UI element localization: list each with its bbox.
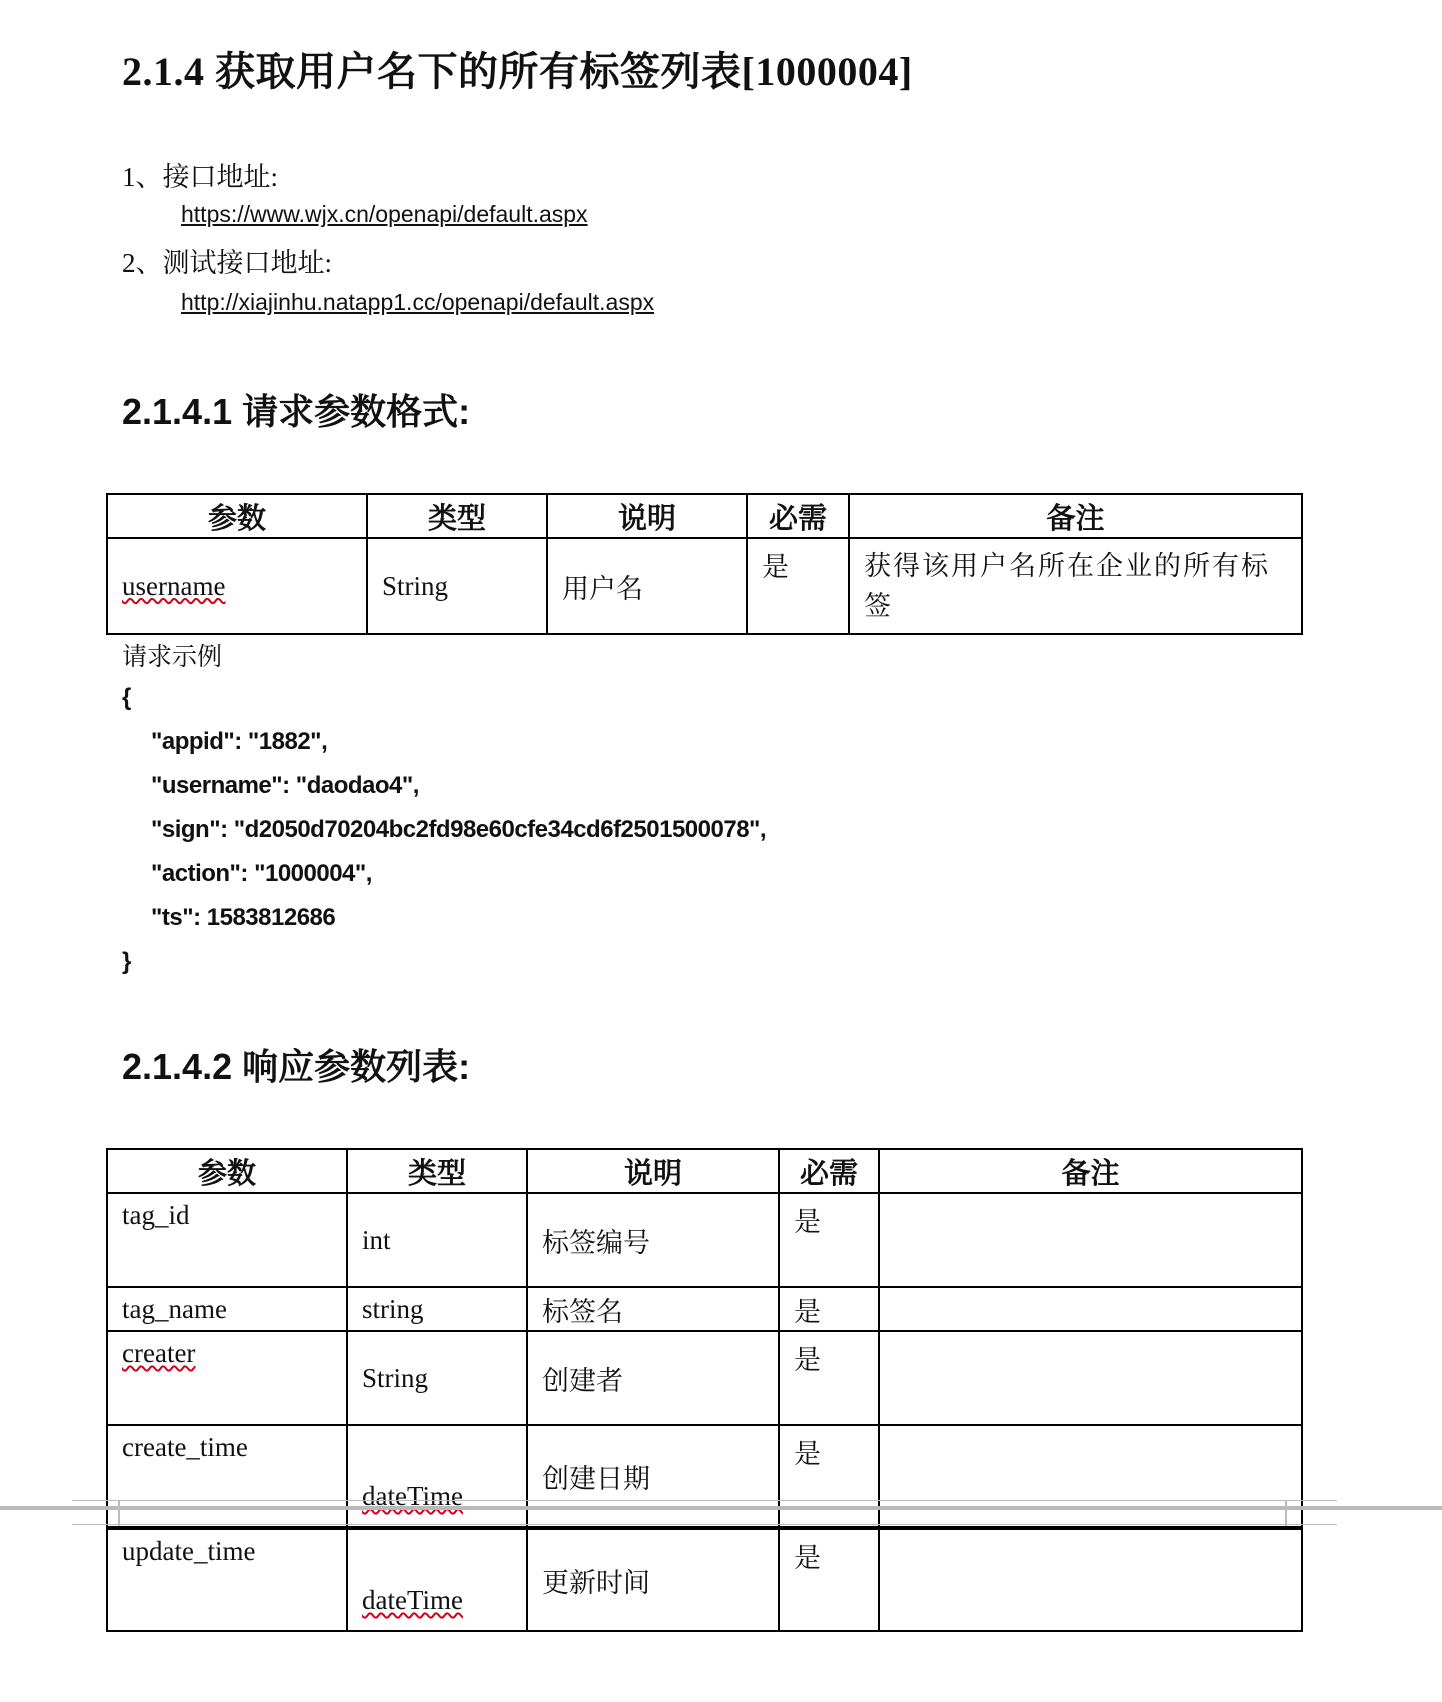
required-cell: 是: [779, 1193, 879, 1287]
table-row: [107, 1529, 1302, 1631]
param-cell: [107, 538, 367, 634]
type-cell: [347, 1529, 527, 1631]
request-params-table: [106, 493, 1303, 635]
request-table-header-row: [107, 494, 1302, 538]
desc-cell: 更新时间: [527, 1529, 779, 1631]
response-params-table: [106, 1148, 1303, 1528]
param-cell: tag_id: [107, 1193, 347, 1287]
note-cell: [879, 1331, 1302, 1425]
note-cell: [879, 1529, 1302, 1631]
param-cell: [107, 1331, 347, 1425]
param-cell: create_time: [107, 1425, 347, 1527]
type-cell: String: [347, 1331, 527, 1425]
table-row: [107, 538, 1302, 634]
page-break: [0, 1506, 1442, 1510]
table-row: [107, 1193, 1302, 1287]
desc-cell: 标签编号: [527, 1193, 779, 1287]
param-cell: update_time: [107, 1529, 347, 1631]
code-line: "username": "daodao4",: [151, 772, 419, 799]
code-line: "ts": 1583812686: [151, 904, 336, 931]
header-note: 备注: [879, 1149, 1302, 1193]
type-value: dateTime: [362, 1585, 463, 1615]
response-params-table-continued: [106, 1528, 1303, 1632]
header-type: 类型: [347, 1149, 527, 1193]
code-line: "appid": "1882",: [151, 728, 328, 755]
header-required: 必需: [747, 494, 849, 538]
required-cell: 是: [779, 1425, 879, 1527]
header-param: 参数: [107, 494, 367, 538]
note-cell: [879, 1287, 1302, 1331]
desc-cell: 创建者: [527, 1331, 779, 1425]
page-break-marker: [1285, 1500, 1287, 1526]
test-interface-address-link[interactable]: http://xiajinhu.natapp1.cc/openapi/default.aspx: [181, 289, 655, 315]
type-cell: string: [347, 1287, 527, 1331]
required-cell: 是: [779, 1287, 879, 1331]
type-value: dateTime: [362, 1481, 463, 1511]
note-cell: 获得该用户名所在企业的所有标签: [849, 538, 1302, 634]
section-heading: 2.1.4 获取用户名下的所有标签列表[1000004]: [122, 49, 913, 94]
type-cell: int: [347, 1193, 527, 1287]
header-note: 备注: [849, 494, 1302, 538]
response-table-header-row: [107, 1149, 1302, 1193]
type-cell: String: [367, 538, 547, 634]
desc-cell: 标签名: [527, 1287, 779, 1331]
page-break-line: [72, 1500, 1337, 1501]
table-row: [107, 1331, 1302, 1425]
desc-cell: 创建日期: [527, 1425, 779, 1527]
header-type: 类型: [367, 494, 547, 538]
code-close-brace: }: [122, 948, 131, 975]
param-cell: tag_name: [107, 1287, 347, 1331]
type-cell: [347, 1425, 527, 1527]
note-cell: [879, 1425, 1302, 1527]
code-open-brace: {: [122, 684, 131, 711]
required-cell: 是: [747, 538, 849, 634]
table-row: [107, 1287, 1302, 1331]
header-desc: 说明: [547, 494, 747, 538]
request-params-heading: 2.1.4.1 请求参数格式:: [122, 391, 471, 432]
code-line: "sign": "d2050d70204bc2fd98e60cfe34cd6f2501500078",: [151, 816, 767, 843]
required-cell: 是: [779, 1529, 879, 1631]
param-value: username: [122, 570, 226, 601]
param-value: creater: [122, 1338, 196, 1368]
desc-cell: 用户名: [547, 538, 747, 634]
required-cell: 是: [779, 1331, 879, 1425]
page-break-marker: [118, 1500, 120, 1526]
test-interface-address-label: 2、测试接口地址:: [122, 248, 333, 278]
table-row: [107, 1425, 1302, 1527]
note-cell: [879, 1193, 1302, 1287]
header-param: 参数: [107, 1149, 347, 1193]
interface-address-link[interactable]: https://www.wjx.cn/openapi/default.aspx: [181, 201, 588, 227]
request-example-label: 请求示例: [122, 643, 223, 671]
interface-address-label: 1、接口地址:: [122, 162, 279, 192]
header-required: 必需: [779, 1149, 879, 1193]
header-desc: 说明: [527, 1149, 779, 1193]
page-break-line: [72, 1524, 1337, 1525]
code-line: "action": "1000004",: [151, 860, 372, 887]
response-params-heading: 2.1.4.2 响应参数列表:: [122, 1046, 471, 1087]
